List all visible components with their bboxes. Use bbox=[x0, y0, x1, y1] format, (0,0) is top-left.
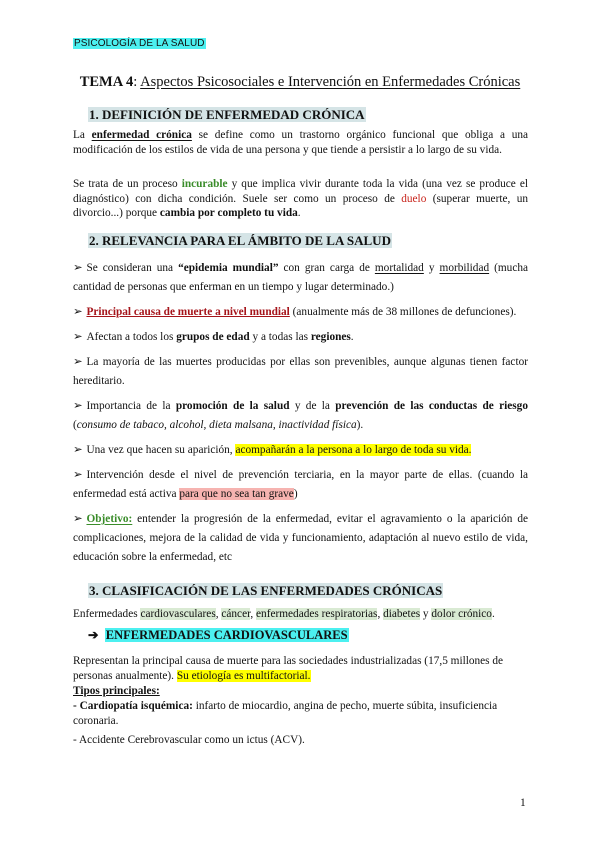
word-duelo: duelo bbox=[401, 192, 427, 205]
section-1-paragraph-1: La enfermedad crónica se define como un trastorno orgánico funcional que obliga a una modificación de los estilos de vida de una persona y que tiende a persistir a lo largo de su vida. bbox=[73, 129, 529, 156]
bullet-epidemia: ➢ Se consideran una “epidemia mundial” con gran carga de mortalidad y morbilidad (mucha cantidad de personas que enferman en un tiempo y lugar determinado.) bbox=[73, 262, 529, 294]
tipos-principales-label: Tipos principales: bbox=[73, 685, 160, 697]
title-text: Aspectos Psicosociales e Intervención en Enfermedades Crónicas bbox=[140, 74, 521, 90]
type-cardiopatia: - Cardiopatía isquémica: infarto de miocardio, angina de pecho, muerte súbita, insuficiencia coronaria. bbox=[73, 700, 498, 727]
arrow-icon: ➢ bbox=[73, 330, 83, 343]
arrow-icon: ➢ bbox=[73, 262, 83, 274]
arrow-icon: ➢ bbox=[73, 355, 83, 368]
arrow-right-icon: ➔ bbox=[88, 628, 99, 642]
term-enfermedad-cronica: enfermedad crónica bbox=[91, 129, 192, 141]
arrow-icon: ➢ bbox=[73, 399, 83, 412]
arrow-icon: ➢ bbox=[73, 306, 83, 319]
cardiovascular-paragraph: Representan la principal causa de muerte para las sociedades industrializadas (17,5 millones de personas anualmente). Su etiología es multifactorial. bbox=[73, 655, 504, 682]
bullet-grupos-edad: ➢ Afectan a todos los grupos de edad y a todas las regiones. bbox=[73, 330, 354, 343]
classification-intro: Enfermedades cardiovasculares, cáncer, enfermedades respiratorias, diabetes y dolor crónico. bbox=[73, 608, 495, 620]
word-incurable: incurable bbox=[181, 178, 228, 190]
bullet-intervencion: ➢ Intervención desde el nivel de prevención terciaria, en la mayor parte de ellas. (cuando la enfermedad está activa para que no sea tan grave) bbox=[73, 468, 528, 500]
running-header: PSICOLOGÍA DE LA SALUD bbox=[74, 38, 205, 49]
arrow-icon: ➢ bbox=[73, 512, 83, 525]
bullet-prevenibles: ➢ La mayoría de las muertes producidas por ellas son prevenibles, aunque algunas tienen factor hereditario. bbox=[73, 355, 528, 387]
bullet-principal-causa: ➢ Principal causa de muerte a nivel mundial (anualmente más de 38 millones de defunciones). bbox=[73, 306, 517, 319]
section-2-bullet-list bbox=[73, 259, 528, 573]
bullet-promocion: ➢ Importancia de la promoción de la salud y de la prevención de las conductas de riesgo (consumo de tabaco, alcohol, dieta malsana, inactividad física). bbox=[73, 399, 528, 432]
section-1-heading: 1. DEFINICIÓN DE ENFERMEDAD CRÓNICA bbox=[89, 107, 365, 122]
bullet-objetivo: ➢ Objetivo: entender la progresión de la enfermedad, evitar el agravamiento o la aparición de complicaciones, mejora de la calidad de vida y funcionamiento, adaptación al nuevo estilo de vida, educación sobre la enfermedad, etc bbox=[73, 512, 528, 564]
arrow-icon: ➢ bbox=[73, 468, 83, 481]
document-title: TEMA 4: Aspectos Psicosociales e Intervención en Enfermedades Crónicas bbox=[79, 74, 521, 90]
section-3-heading: 3. CLASIFICACIÓN DE LAS ENFERMEDADES CRÓNICAS bbox=[89, 583, 443, 598]
section-1-paragraph-2: Se trata de un proceso incurable y que implica vivir durante toda la vida (una vez se produce el diagnóstico) con dicha condición. Suele ser como un proceso de duelo (superar muerte, un divorcio...) porque cambia por completo tu vida. bbox=[73, 178, 529, 219]
page-number: 1 bbox=[520, 797, 526, 809]
title-prefix: TEMA 4 bbox=[79, 74, 134, 90]
section-2-heading: 2. RELEVANCIA PARA EL ÁMBITO DE LA SALUD bbox=[89, 233, 391, 248]
arrow-icon: ➢ bbox=[73, 443, 83, 456]
type-acv: - Accidente Cerebrovascular como un ictus (ACV). bbox=[73, 734, 305, 746]
bullet-aparicion: ➢ Una vez que hacen su aparición, acompañarán a la persona a lo largo de toda su vida. bbox=[73, 443, 472, 456]
cardiovascular-subheading: ➔ ENFERMEDADES CARDIOVASCULARES bbox=[88, 628, 348, 642]
